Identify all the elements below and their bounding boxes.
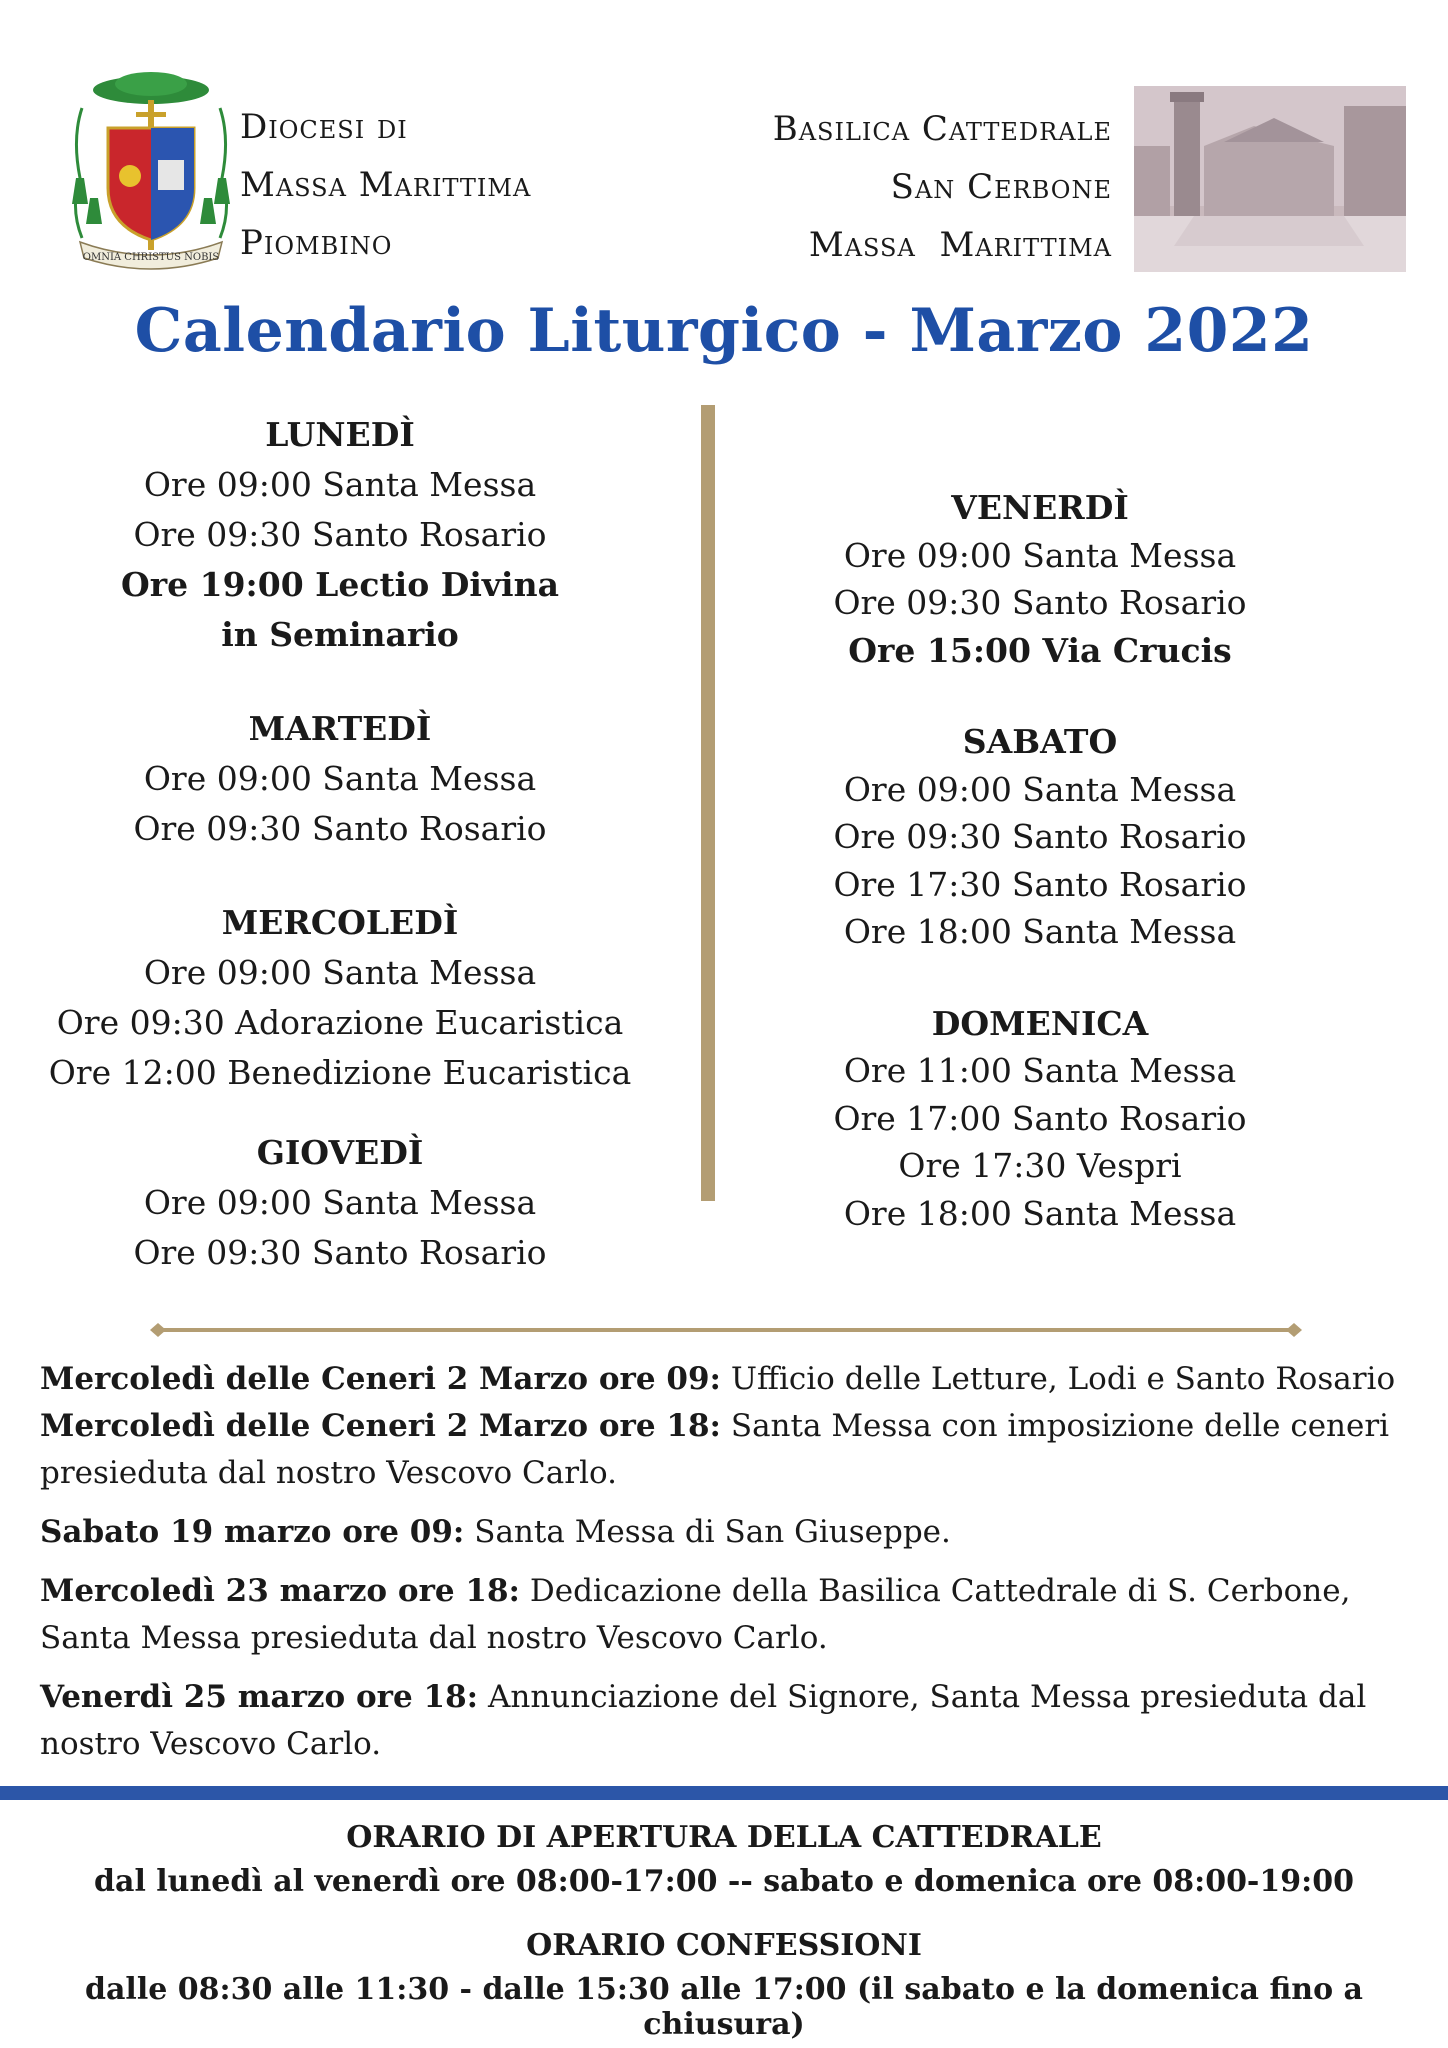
schedule-line: Ore 09:00 Santa Messa: [143, 1183, 537, 1222]
schedule-line: Ore 09:00 Santa Messa: [143, 953, 537, 992]
day-heading: DOMENICA: [931, 1003, 1149, 1043]
basilica-line-3: Massa Marittima: [808, 225, 1112, 265]
confession-hours-text: dalle 08:30 alle 11:30 - dalle 15:30 alle 17:00 (il sabato e la domenica fino a chiusura): [85, 1972, 1363, 2042]
schedule-line: Ore 12:00 Benedizione Eucaristica: [48, 1053, 632, 1092]
cathedral-photo: [1134, 86, 1406, 272]
schedule-line: Ore 11:00 Santa Messa: [843, 1051, 1237, 1090]
diocese-line-3: Piombino: [240, 223, 393, 263]
confession-hours-title: ORARIO CONFESSIONI: [526, 1928, 922, 1963]
day-block-giovedi: [30, 1128, 650, 1278]
schedule-line: Ore 09:00 Santa Messa: [843, 535, 1237, 575]
opening-hours-title: ORARIO DI APERTURA DELLA CATTEDRALE: [346, 1820, 1102, 1855]
day-heading: GIOVEDÌ: [256, 1133, 424, 1172]
schedule-line: Ore 09:00 Santa Messa: [843, 769, 1237, 809]
schedule-line: Ore 09:30 Santo Rosario: [833, 817, 1247, 856]
event-note: Mercoledì delle Ceneri 2 Marzo ore 09: Ufficio delle Letture, Lodi e Santo Rosario: [40, 1361, 1396, 1397]
schedule-line: Ore 09:00 Santa Messa: [143, 759, 537, 798]
schedule-line: Ore 09:30 Santo Rosario: [133, 809, 547, 848]
day-block-lunedi: [30, 410, 650, 660]
basilica-line-2: San Cerbone: [890, 167, 1112, 207]
day-heading: SABATO: [962, 722, 1118, 761]
schedule-line: Ore 17:30 Santo Rosario: [833, 864, 1247, 904]
crest-motto: OMNIA CHRISTUS NOBIS: [82, 252, 220, 263]
day-block-martedi: [30, 704, 650, 854]
basilica-line-1: Basilica Cattedrale: [772, 109, 1112, 149]
day-heading: LUNEDÌ: [265, 415, 415, 454]
opening-hours-text: dal lunedì al venerdì ore 08:00-17:00 -- sabato e domenica ore 08:00-19:00: [94, 1864, 1354, 1899]
day-block-sabato: [760, 718, 1320, 956]
schedule-line: Ore 17:00 Santo Rosario: [833, 1098, 1247, 1138]
schedule-line-highlight: in Seminario: [221, 615, 459, 654]
schedule-left-column: [30, 410, 650, 1322]
diocese-crest-logo: [62, 68, 240, 288]
event-note: Venerdì 25 marzo ore 18: Annunciazione del Signore, Santa Messa presieduta dal nostro Vescovo Carlo.: [40, 1679, 1367, 1762]
column-divider: [701, 405, 715, 1201]
schedule-line-highlight: Ore 19:00 Lectio Divina: [121, 565, 559, 604]
event-note: Mercoledì delle Ceneri 2 Marzo ore 18: Santa Messa con imposizione delle ceneri presieduta dal nostro Vescovo Carlo.: [40, 1408, 1390, 1491]
special-events: [40, 1356, 1420, 1780]
day-block-domenica: [760, 1000, 1320, 1238]
schedule-line-highlight: Ore 15:00 Via Crucis: [848, 630, 1232, 670]
day-heading: MERCOLEDÌ: [221, 903, 459, 942]
basilica-name: [690, 100, 1112, 274]
schedule-line: Ore 09:30 Santo Rosario: [133, 1233, 547, 1272]
day-heading: MARTEDÌ: [248, 709, 432, 748]
day-block-venerdi: [760, 484, 1320, 674]
section-divider: [148, 1318, 1304, 1342]
schedule-line: Ore 09:00 Santa Messa: [143, 465, 537, 504]
day-block-mercoledi: [30, 898, 650, 1098]
schedule-line: Ore 09:30 Santo Rosario: [833, 583, 1247, 622]
schedule-right-column: [760, 484, 1320, 1281]
diocese-name: [240, 98, 531, 272]
day-heading: VENERDÌ: [951, 488, 1129, 527]
schedule-line: Ore 18:00 Santa Messa: [843, 912, 1237, 951]
event-note: Mercoledì 23 marzo ore 18: Dedicazione della Basilica Cattedrale di S. Cerbone, Santa Messa presieduta dal nostro Vescovo Carlo.: [40, 1573, 1351, 1656]
schedule-line: Ore 09:30 Santo Rosario: [133, 515, 547, 554]
schedule-line: Ore 17:30 Vespri: [898, 1146, 1182, 1185]
page-title: Calendario Liturgico - Marzo 2022: [134, 296, 1314, 366]
schedule-line: Ore 09:30 Adorazione Eucaristica: [56, 1003, 624, 1042]
footer-separator: [0, 1786, 1448, 1800]
diocese-line-1: Diocesi di: [240, 107, 408, 147]
diocese-line-2: Massa Marittima: [240, 165, 532, 205]
event-note: Sabato 19 marzo ore 09: Santa Messa di San Giuseppe.: [40, 1514, 951, 1550]
schedule-line: Ore 18:00 Santa Messa: [843, 1193, 1237, 1233]
